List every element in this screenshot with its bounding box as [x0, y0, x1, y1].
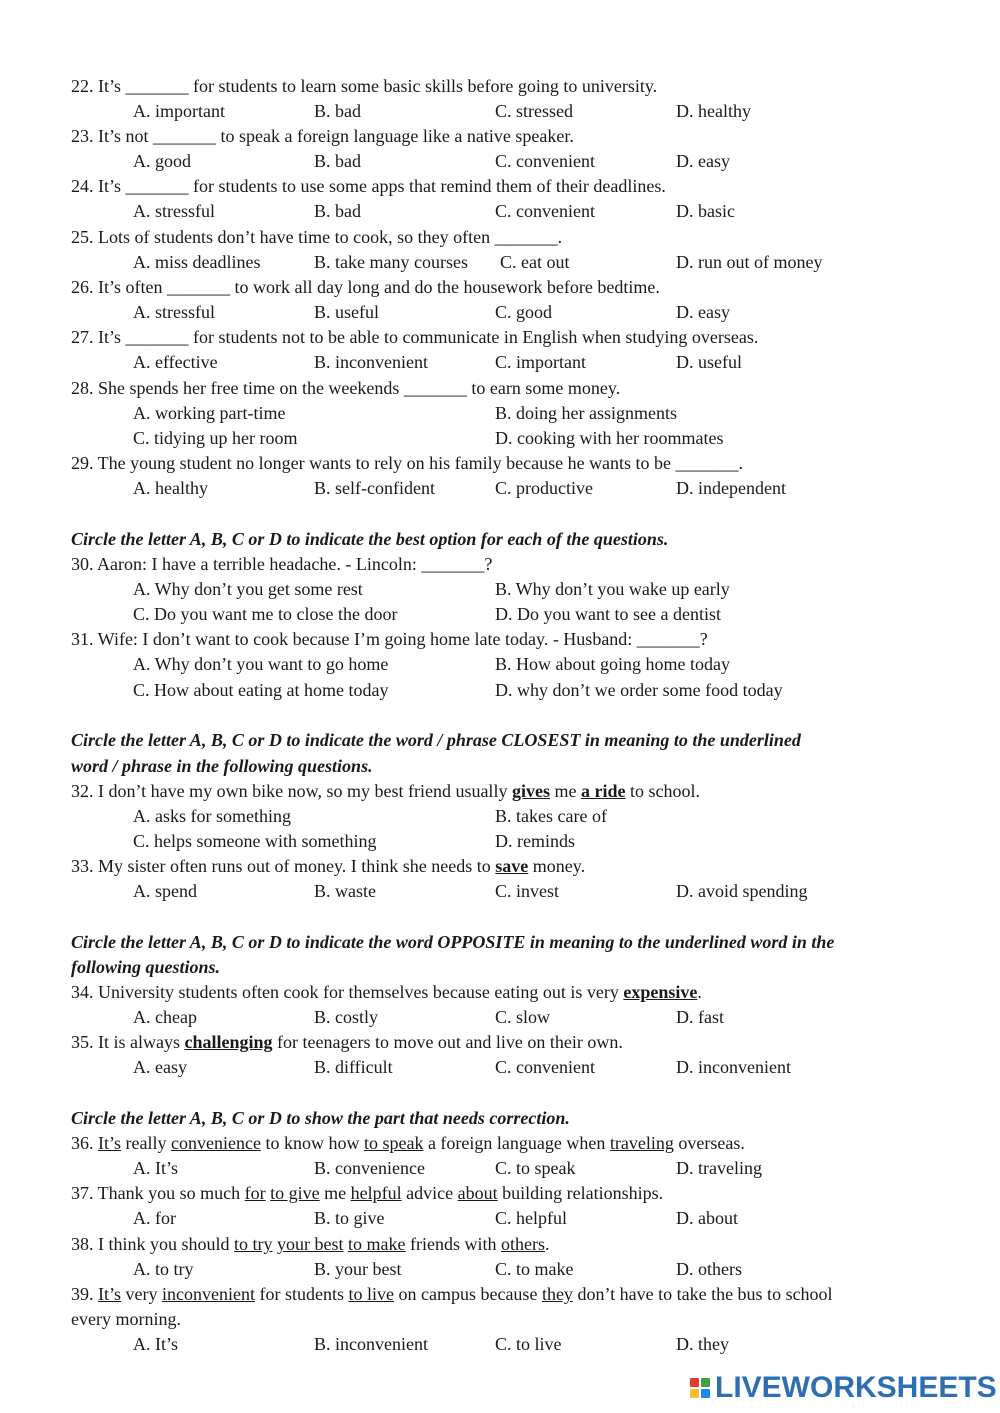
- q27-option-c[interactable]: C. important: [495, 352, 586, 372]
- q39-text: for students: [254, 1284, 349, 1304]
- q38-option-d[interactable]: D. others: [676, 1259, 742, 1279]
- q35-option-c[interactable]: C. convenient: [495, 1057, 595, 1077]
- q37-option-b[interactable]: B. to give: [314, 1208, 385, 1228]
- q32-underlined-a-ride: a ride: [580, 781, 626, 801]
- q32-text: me: [549, 781, 581, 801]
- q32-option-b[interactable]: B. takes care of: [495, 806, 607, 826]
- q34-option-c[interactable]: C. slow: [495, 1007, 551, 1027]
- q39-text: 39.: [71, 1284, 98, 1304]
- q36-option-b[interactable]: B. convenience: [314, 1158, 425, 1178]
- q28-option-c[interactable]: C. tidying up her room: [133, 428, 298, 448]
- q34-text: 34. University students often cook for themselves because eating out is very: [71, 982, 624, 1002]
- q23-option-d[interactable]: D. easy: [676, 151, 730, 171]
- q32-option-c[interactable]: C. helps someone with something: [133, 831, 377, 851]
- q30-option-d[interactable]: D. Do you want to see a dentist: [495, 604, 721, 624]
- q31-option-c[interactable]: C. How about eating at home today: [133, 680, 389, 700]
- q38-option-b[interactable]: B. your best: [314, 1259, 402, 1279]
- instruction-opposite-line1: Circle the letter A, B, C or D to indicate the word OPPOSITE in meaning to the underlined word in the: [71, 932, 835, 952]
- question-27-stem: 27. It’s _______ for students not to be able to communicate in English when studying overseas.: [71, 327, 759, 347]
- q22-option-c[interactable]: C. stressed: [495, 101, 573, 121]
- q38-text: .: [544, 1234, 550, 1254]
- q38-underlined-b: your best: [277, 1234, 344, 1254]
- q36-text: a foreign language when: [423, 1133, 610, 1153]
- q26-option-d[interactable]: D. easy: [676, 302, 730, 322]
- q35-option-d[interactable]: D. inconvenient: [676, 1057, 791, 1077]
- q35-text: for teenagers to move out and live on their own.: [272, 1032, 623, 1052]
- q36-underlined-c: to speak: [363, 1133, 424, 1153]
- q39-option-c[interactable]: C. to live: [495, 1334, 562, 1354]
- q32-text: 32. I don’t have my own bike now, so my best friend usually: [71, 781, 512, 801]
- question-24-stem: 24. It’s _______ for students to use some apps that remind them of their deadlines.: [71, 176, 666, 196]
- q37-underlined-d: about: [457, 1183, 498, 1203]
- q39-option-a[interactable]: A. It’s: [133, 1334, 178, 1354]
- q29-option-d[interactable]: D. independent: [676, 478, 786, 498]
- q33-text: 33. My sister often runs out of money. I think she needs to: [71, 856, 496, 876]
- q39-underlined-a: It’s: [98, 1284, 122, 1304]
- q28-option-d[interactable]: D. cooking with her roommates: [495, 428, 724, 448]
- q35-option-b[interactable]: B. difficult: [314, 1057, 393, 1077]
- q25-option-a[interactable]: A. miss deadlines: [133, 252, 261, 272]
- q39-option-b[interactable]: B. inconvenient: [314, 1334, 428, 1354]
- q38-underlined-c: to make: [348, 1234, 406, 1254]
- question-39-stem: [71, 1282, 833, 1306]
- instruction-best-option: Circle the letter A, B, C or D to indicate the best option for each of the questions.: [71, 529, 669, 549]
- q23-option-c[interactable]: C. convenient: [495, 151, 595, 171]
- q39-text: on campus because: [393, 1284, 542, 1304]
- q23-option-b[interactable]: B. bad: [314, 151, 361, 171]
- q38-underlined-d: others: [500, 1234, 545, 1254]
- question-39-stem-continued: every morning.: [71, 1309, 181, 1329]
- question-36-stem: [71, 1131, 745, 1155]
- q36-underlined-d: traveling: [609, 1133, 674, 1153]
- q30-option-c[interactable]: C. Do you want me to close the door: [133, 604, 398, 624]
- q37-underlined-b: to give: [270, 1183, 320, 1203]
- q39-text: very: [121, 1284, 162, 1304]
- q39-text: don’t have to take the bus to school: [572, 1284, 833, 1304]
- question-38-stem: [71, 1232, 549, 1256]
- q33-option-b[interactable]: B. waste: [314, 881, 376, 901]
- instruction-correction: Circle the letter A, B, C or D to show the part that needs correction.: [71, 1108, 570, 1128]
- instruction-closest-line2: word / phrase in the following questions.: [71, 756, 373, 776]
- q39-underlined-c: to live: [348, 1284, 394, 1304]
- q31-option-d[interactable]: D. why don’t we order some food today: [495, 680, 783, 700]
- q34-option-d[interactable]: D. fast: [676, 1007, 724, 1027]
- question-32-stem: [71, 779, 700, 803]
- q34-underlined-expensive: expensive: [623, 982, 698, 1002]
- q36-option-d[interactable]: D. traveling: [676, 1158, 762, 1178]
- q33-option-c[interactable]: C. invest: [495, 881, 560, 901]
- q27-option-a[interactable]: A. effective: [133, 352, 218, 372]
- q37-option-c[interactable]: C. helpful: [495, 1208, 567, 1228]
- q36-option-a[interactable]: A. It’s: [133, 1158, 178, 1178]
- q28-option-b[interactable]: B. doing her assignments: [495, 403, 677, 423]
- q25-option-c[interactable]: C. eat out: [500, 252, 570, 272]
- question-31-stem: 31. Wife: I don’t want to cook because I’m going home late today. - Husband: _______?: [71, 629, 708, 649]
- q33-option-d[interactable]: D. avoid spending: [676, 881, 808, 901]
- q37-text: building relationships.: [497, 1183, 664, 1203]
- question-37-stem: [71, 1181, 663, 1205]
- q22-option-a[interactable]: A. important: [133, 101, 225, 121]
- q24-option-d[interactable]: D. basic: [676, 201, 735, 221]
- q26-option-b[interactable]: B. useful: [314, 302, 379, 322]
- q37-text: 37. Thank you so much: [71, 1183, 245, 1203]
- question-33-stem: [71, 854, 585, 878]
- q37-option-a[interactable]: A. for: [133, 1208, 176, 1228]
- q33-option-a[interactable]: A. spend: [133, 881, 197, 901]
- q30-option-b[interactable]: B. Why don’t you wake up early: [495, 579, 730, 599]
- q38-underlined-a: to try: [234, 1234, 273, 1254]
- instruction-opposite-line2: following questions.: [71, 957, 221, 977]
- question-30-stem: 30. Aaron: I have a terrible headache. - Lincoln: _______?: [71, 554, 493, 574]
- question-23-stem: 23. It’s not _______ to speak a foreign language like a native speaker.: [71, 126, 574, 146]
- liveworksheets-mark-icon: [690, 1375, 712, 1401]
- q39-option-d[interactable]: D. they: [676, 1334, 729, 1354]
- q29-option-b[interactable]: B. self-confident: [314, 478, 435, 498]
- q35-underlined-challenging: challenging: [184, 1032, 273, 1052]
- q22-option-b[interactable]: B. bad: [314, 101, 361, 121]
- q35-text: 35. It is always: [71, 1032, 185, 1052]
- q32-text: to school.: [625, 781, 700, 801]
- q35-option-a[interactable]: A. easy: [133, 1057, 187, 1077]
- q38-text: 38. I think you should: [71, 1234, 235, 1254]
- q37-text: advice: [401, 1183, 458, 1203]
- q38-option-c[interactable]: C. to make: [495, 1259, 574, 1279]
- q37-underlined-a: for: [244, 1183, 266, 1203]
- q24-option-a[interactable]: A. stressful: [133, 201, 215, 221]
- q38-option-a[interactable]: A. to try: [133, 1259, 194, 1279]
- q39-underlined-d: they: [541, 1284, 573, 1304]
- q27-option-b[interactable]: B. inconvenient: [314, 352, 428, 372]
- q25-option-b[interactable]: B. take many courses: [314, 252, 468, 272]
- q37-text: me: [319, 1183, 351, 1203]
- q37-option-d[interactable]: D. about: [676, 1208, 738, 1228]
- q36-text: to know how: [260, 1133, 364, 1153]
- q36-text: overseas.: [673, 1133, 745, 1153]
- liveworksheets-logo: [690, 1372, 997, 1404]
- q24-option-b[interactable]: B. bad: [314, 201, 361, 221]
- q32-option-a[interactable]: A. asks for something: [133, 806, 291, 826]
- q29-option-a[interactable]: A. healthy: [133, 478, 208, 498]
- q36-option-c[interactable]: C. to speak: [495, 1158, 576, 1178]
- q37-underlined-c: helpful: [350, 1183, 402, 1203]
- question-25-stem: 25. Lots of students don’t have time to cook, so they often _______.: [71, 227, 563, 247]
- q31-option-a[interactable]: A. Why don’t you want to go home: [133, 654, 389, 674]
- q36-text: really: [121, 1133, 171, 1153]
- q33-underlined-save: save: [495, 856, 529, 876]
- question-22-stem: 22. It’s _______ for students to learn some basic skills before going to university.: [71, 76, 658, 96]
- q25-option-d[interactable]: D. run out of money: [676, 252, 823, 272]
- question-29-stem: 29. The young student no longer wants to rely on his family because he wants to be _______.: [71, 453, 744, 473]
- q36-underlined-a: It’s: [98, 1133, 122, 1153]
- question-26-stem: 26. It’s often _______ to work all day long and do the housework before bedtime.: [71, 277, 660, 297]
- q29-option-c[interactable]: C. productive: [495, 478, 593, 498]
- q28-option-a[interactable]: A. working part-time: [133, 403, 286, 423]
- q32-option-d[interactable]: D. reminds: [495, 831, 575, 851]
- question-35-stem: [71, 1030, 623, 1054]
- q34-option-a[interactable]: A. cheap: [133, 1007, 197, 1027]
- q34-text: .: [697, 982, 702, 1002]
- q30-option-a[interactable]: A. Why don’t you get some rest: [133, 579, 363, 599]
- q38-text: friends with: [405, 1234, 501, 1254]
- q31-option-b[interactable]: B. How about going home today: [495, 654, 730, 674]
- q26-option-a[interactable]: A. stressful: [133, 302, 215, 322]
- q36-text: 36.: [71, 1133, 98, 1153]
- q26-option-c[interactable]: C. good: [495, 302, 553, 322]
- q27-option-d[interactable]: D. useful: [676, 352, 742, 372]
- instruction-closest-line1: Circle the letter A, B, C or D to indicate the word / phrase CLOSEST in meaning to the underlined: [71, 730, 801, 750]
- q36-underlined-b: convenience: [171, 1133, 261, 1153]
- q33-text: money.: [528, 856, 586, 876]
- q32-underlined-gives: gives: [511, 781, 550, 801]
- q24-option-c[interactable]: C. convenient: [495, 201, 595, 221]
- q22-option-d[interactable]: D. healthy: [676, 101, 751, 121]
- q39-underlined-b: inconvenient: [162, 1284, 255, 1304]
- q34-option-b[interactable]: B. costly: [314, 1007, 379, 1027]
- liveworksheets-wordmark: LIVEWORKSHEETS: [715, 1371, 997, 1404]
- question-28-stem: 28. She spends her free time on the weekends _______ to earn some money.: [71, 378, 621, 398]
- question-34-stem: [71, 980, 702, 1004]
- q23-option-a[interactable]: A. good: [133, 151, 191, 171]
